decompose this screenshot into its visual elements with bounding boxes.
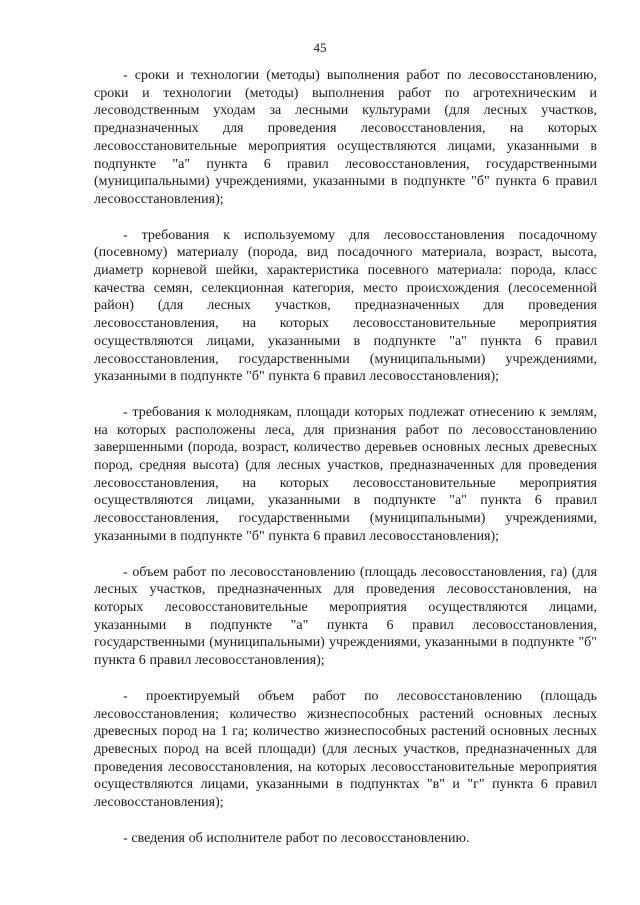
paragraph-projected-volume: - проектируемый объем работ по лесовосстановлению (площадь лесовосстановления; количество жизнеспособных растений основных лесных древесных пород на 1 га; количество жизнеспособных растений основных лесных древесных пород на всей площади) (для лесных участков, предназначенных для проведения лесовосстановления, на которых лесовосстановительные мероприятия осуществляются лицами, указанными в подпунктах "в" и "г" пункта 6 правил лесовосстановления); [94,688,597,811]
paragraph-planting-material-requirements: - требования к используемому для лесовосстановления посадочному (посевному) материалу (порода, вид посадочного материала, возраст, высота, диаметр корневой шейки, характеристика посевного материала: порода, класс качества семян, селекционная категория, место происхождения (лесосеменной район) (для лесных участков, предназначенных для проведения лесовосстановления, на которых лесовосстановительные мероприятия осуществляются лицами, указанными в подпункте "а" пункта 6 правил лесовосстановления, государственными (муниципальными) учреждениями, указанными в подпункте "б" пункта 6 правил лесовосстановления); [94,227,597,385]
paragraph-young-growth-requirements: - требования к молоднякам, площади которых подлежат отнесению к землям, на которых расположены леса, для признания работ по лесовосстановлению завершенными (порода, возраст, количество деревьев основных лесных древесных пород, средняя высота) (для лесных участков, предназначенных для проведения лесовосстановления, на которых лесовосстановительные мероприятия осуществляются лицами, указанными в подпункте "а" пункта 6 правил лесовосстановления, государственными (муниципальными) учреждениями, указанными в подпункте "б" пункта 6 правил лесовосстановления); [94,404,597,544]
document-body [94,67,597,865]
paragraph-contractor-info: - сведения об исполнителе работ по лесовосстановлению. [123,830,470,846]
paragraph-volume-of-work: - объем работ по лесовосстановлению (площадь лесовосстановления, га) (для лесных участков, предназначенных для проведения лесовосстановления, на которых лесовосстановительные мероприятия осуществляются лицами, указанными в подпункте "а" пункта 6 правил лесовосстановления, государственными (муниципальными) учреждениями, указанными в подпункте "б" пункта 6 правил лесовосстановления); [94,564,597,669]
paragraph-timing-and-methods: - сроки и технологии (методы) выполнения работ по лесовосстановлению, сроки и технологии (методы) выполнения работ по агротехническим и лесоводственным уходам за лесными культурами (для лесных участков, предназначенных для проведения лесовосстановления, на которых лесовосстановительные мероприятия осуществляются лицами, указанными в подпункте "а" пункта 6 правил лесовосстановления, государственными (муниципальными) учреждениями, указанными в подпункте "б" пункта 6 правил лесовосстановления); [94,68,597,207]
page-number: 45 [313,40,327,55]
